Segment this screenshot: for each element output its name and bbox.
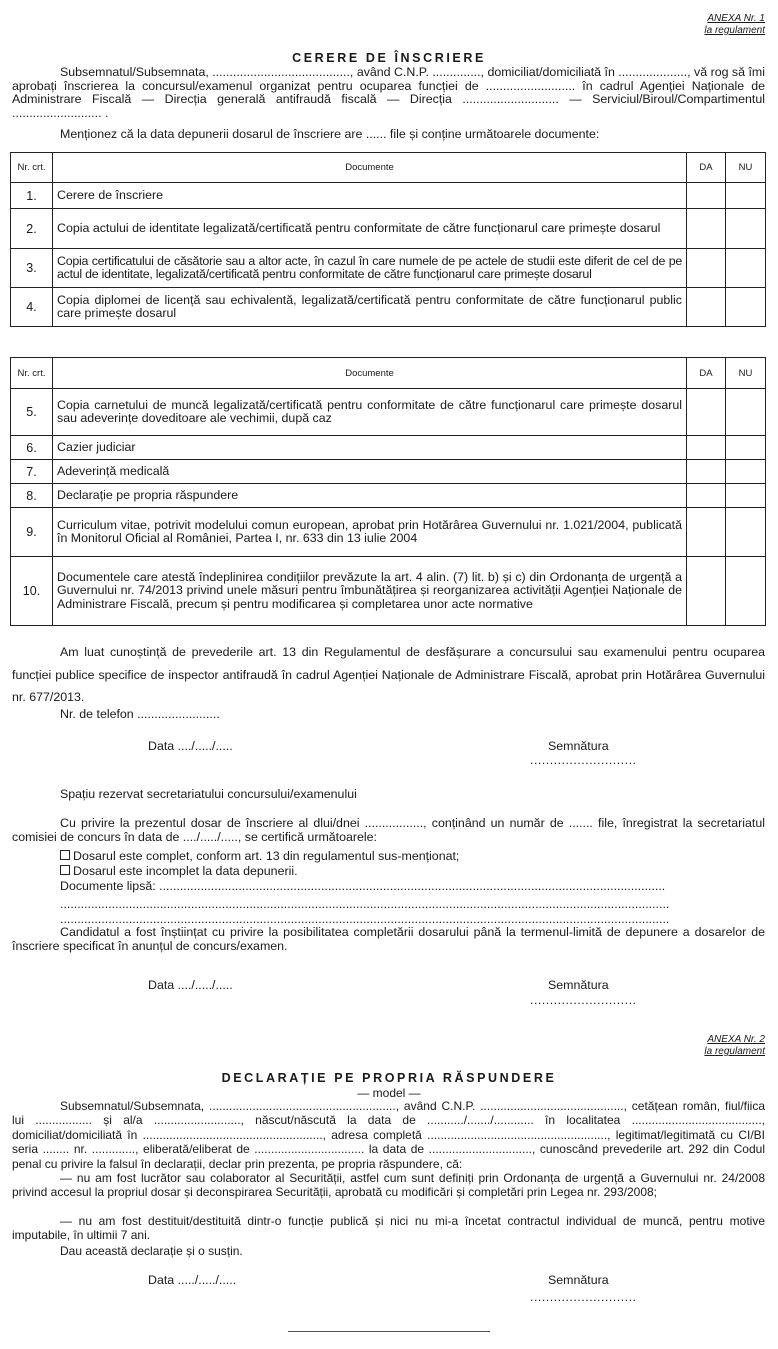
table-header-row [11, 153, 766, 183]
row-document: Cerere de înscriere [53, 183, 687, 209]
row-number: 3. [11, 249, 53, 288]
anexa-2-label [704, 1034, 765, 1058]
row-number: 7. [11, 460, 53, 484]
anexa-1-label [704, 13, 765, 37]
nu-cell[interactable] [726, 484, 766, 508]
row-number: 1. [11, 183, 53, 209]
cerere-title: CERERE DE ÎNSCRIERE [292, 51, 486, 65]
header-documents: Documente [53, 153, 687, 183]
end-separator [288, 1331, 490, 1332]
declaratie-point-2: — nu am fost destituit/destituită dintr-o funcție publică și nici nu mi-a încetat contractul individual de muncă, pentru motive imputabile, în ultimii 7 ani. [12, 1214, 765, 1243]
nu-cell[interactable] [726, 508, 766, 557]
reserved-space-title: Spațiu rezervat secretariatului concursului/examenului [60, 787, 357, 801]
checkbox-complete[interactable] [60, 850, 70, 860]
row-number: 4. [11, 288, 53, 327]
row-number: 10. [11, 557, 53, 626]
header-documents: Documente [53, 358, 687, 389]
row-document: Copia carnetului de muncă legalizată/certificată pentru conformitate de către funcționarul care primește dosarul sau adeverințe doveditoare ale vechimii, după caz [53, 389, 687, 436]
declaratie-closing: Dau această declarație și o susțin. [60, 1244, 243, 1258]
missing-documents-line-3[interactable]: ................................................................................................................................................................................. [60, 912, 670, 926]
table-row [11, 460, 766, 484]
row-number: 9. [11, 508, 53, 557]
option-complete[interactable] [60, 849, 459, 863]
header-nr: Nr. crt. [11, 358, 53, 389]
nu-cell[interactable] [726, 288, 766, 327]
option-complete-label: Dosarul este complet, conform art. 13 din regulamentul sus-menționat; [73, 849, 460, 863]
da-cell[interactable] [687, 183, 726, 209]
documents-table-1 [10, 152, 766, 327]
table-row [11, 249, 766, 288]
row-document: Adeverință medicală [53, 460, 687, 484]
da-cell[interactable] [687, 288, 726, 327]
candidate-informed-text: Candidatul a fost înștiințat cu privire la posibilitatea completării dosarului până la termenul-limită de depunere a dosarelor de înscriere specificat în anunțul de concurs/examen. [12, 925, 765, 953]
option-incomplete-label: Dosarul este incomplet la data depunerii. [73, 864, 298, 878]
row-number: 2. [11, 209, 53, 249]
phone-field[interactable]: Nr. de telefon ........................ [60, 707, 220, 721]
header-nr: Nr. crt. [11, 153, 53, 183]
da-cell[interactable] [687, 484, 726, 508]
nu-cell[interactable] [726, 209, 766, 249]
da-cell[interactable] [687, 389, 726, 436]
anexa-1-number: ANEXA Nr. 1 [707, 13, 765, 24]
table-row [11, 389, 766, 436]
nu-cell[interactable] [726, 460, 766, 484]
option-incomplete[interactable] [60, 864, 298, 878]
header-nu: NU [726, 153, 766, 183]
table-row [11, 183, 766, 209]
signature-field-1[interactable]: ........................... [530, 753, 637, 767]
table-row [11, 209, 766, 249]
nu-cell[interactable] [726, 183, 766, 209]
row-number: 5. [11, 389, 53, 436]
nu-cell[interactable] [726, 436, 766, 460]
reserved-certification-text: Cu privire la prezentul dosar de înscriere al dlui/dnei ................., conținând un număr de ....... file, înregistrat la secretariatul comisiei de concurs în data de ..../...../....., se certifică următoarele: [12, 816, 765, 844]
row-number: 8. [11, 484, 53, 508]
missing-documents-line-2[interactable]: ................................................................................................................................................................................. [60, 897, 670, 911]
declaratie-point-1: — nu am fost lucrător sau colaborator al Securității, astfel cum sunt definiți prin Ordonanța de urgență a Guvernului nr. 24/2008 privind accesul la propriul dosar și deconspirarea Securității, aprobată cu modificări și completări prin Legea nr. 293/2008; [12, 1171, 765, 1200]
declaratie-body: Subsemnatul/Subsemnata, ........................................................, având C.N.P. ..........................................., cetățean român, fiul/fiica lui ................. și al/a .........................., născut/născută la data de .........../......./............ în localitatea ......................................., domiciliat/domiciliată în ......................................................, adresa completă ......................................................, legitimat/legitimată cu CI/BI seria ........ nr. ............., eliberată/eliberat de ................................. la data de ..............................., cunoscând prevederile art. 292 din Codul penal cu privire la falsul în declarații, declar prin prezenta, pe propria răspundere, că: [12, 1099, 765, 1171]
row-document: Documentele care atestă îndeplinirea condițiilor prevăzute la art. 4 alin. (7) lit. b) și c) din Ordonanța de urgență a Guvernului nr. 74/2013 privind unele măsuri pentru îmbunătățirea și reorganizarea activității Agenției Naționale de Administrare Fiscală, precum și pentru modificarea și completarea unor acte normative [53, 557, 687, 626]
table-row [11, 436, 766, 460]
header-nu: NU [726, 358, 766, 389]
signature-field-2[interactable]: ........................... [530, 993, 637, 1007]
signature-label-1: Semnătura [548, 739, 609, 753]
row-document: Copia diplomei de licență sau echivalentă, legalizată/certificată pentru conformitate de către funcționarul public care primește dosarul [53, 288, 687, 327]
table-row [11, 508, 766, 557]
acknowledgement-text: Am luat cunoștință de prevederile art. 13 din Regulamentul de desfășurare a concursului sau examenului pentru ocuparea funcției publice specifice de inspector antifraudă în cadrul Agenției Naționale de Administrare Fiscală, aprobat prin Hotărârea Guvernului nr. 677/2013. [12, 645, 765, 704]
date-field-2[interactable]: Data ..../...../..... [148, 978, 233, 992]
anexa-1-ref: la regulament [704, 25, 765, 36]
da-cell[interactable] [687, 460, 726, 484]
row-document: Declarație pe propria răspundere [53, 484, 687, 508]
header-da: DA [687, 153, 726, 183]
signature-label-2: Semnătura [548, 978, 609, 992]
declaratie-subtitle: — model — [357, 1086, 421, 1100]
declaratie-title: DECLARAȚIE PE PROPRIA RĂSPUNDERE [221, 1071, 557, 1085]
table-row [11, 484, 766, 508]
documents-table-2 [10, 357, 766, 626]
nu-cell[interactable] [726, 389, 766, 436]
table-header-row [11, 358, 766, 389]
row-document: Copia actului de identitate legalizată/certificată pentru conformitate de către funcționarul care primește dosarul [53, 209, 687, 249]
da-cell[interactable] [687, 436, 726, 460]
date-field-3[interactable]: Data ...../...../..... [148, 1273, 237, 1287]
date-field-1[interactable]: Data ..../...../..... [148, 739, 233, 753]
checkbox-incomplete[interactable] [60, 865, 70, 875]
documents-mention: Menționez că la data depunerii dosarul de înscriere are ...... file și conține următoarele documente: [60, 127, 600, 141]
signature-field-3[interactable]: ........................... [530, 1290, 637, 1304]
da-cell[interactable] [687, 249, 726, 288]
table-row [11, 557, 766, 626]
header-da: DA [687, 358, 726, 389]
nu-cell[interactable] [726, 557, 766, 626]
table-row [11, 288, 766, 327]
cerere-intro: Subsemnatul/Subsemnata, ........................................, având C.N.P. .............., domiciliat/domiciliată în ...................., vă rog să îmi aprobați înscrierea la concursul/examenul organizat pentru ocuparea funcției de .......................... în cadrul Agenției Naționale de Administrare Fiscală — Direcția generală antifraudă fiscală — Direcția ............................ — Serviciul/Biroul/Compartimentul .......................... . [12, 65, 765, 120]
row-document: Cazier judiciar [53, 436, 687, 460]
da-cell[interactable] [687, 557, 726, 626]
nu-cell[interactable] [726, 249, 766, 288]
anexa-2-ref: la regulament [704, 1046, 765, 1057]
anexa-2-number: ANEXA Nr. 2 [707, 1034, 765, 1045]
missing-documents-field[interactable]: Documente lipsă: ................................................................................................................................................... [60, 879, 666, 893]
row-document: Curriculum vitae, potrivit modelului comun european, aprobat prin Hotărârea Guvernului nr. 1.021/2004, publicată în Monitorul Oficial al României, Partea I, nr. 633 din 13 iulie 2004 [53, 508, 687, 557]
row-document: Copia certificatului de căsătorie sau a altor acte, în cazul în care numele de pe actele de studii este diferit de cel de pe actul de identitate, legalizată/certificată pentru conformitate de către funcționarul care primește dosarul [53, 249, 687, 288]
signature-label-3: Semnătura [548, 1273, 609, 1287]
da-cell[interactable] [687, 209, 726, 249]
row-number: 6. [11, 436, 53, 460]
da-cell[interactable] [687, 508, 726, 557]
